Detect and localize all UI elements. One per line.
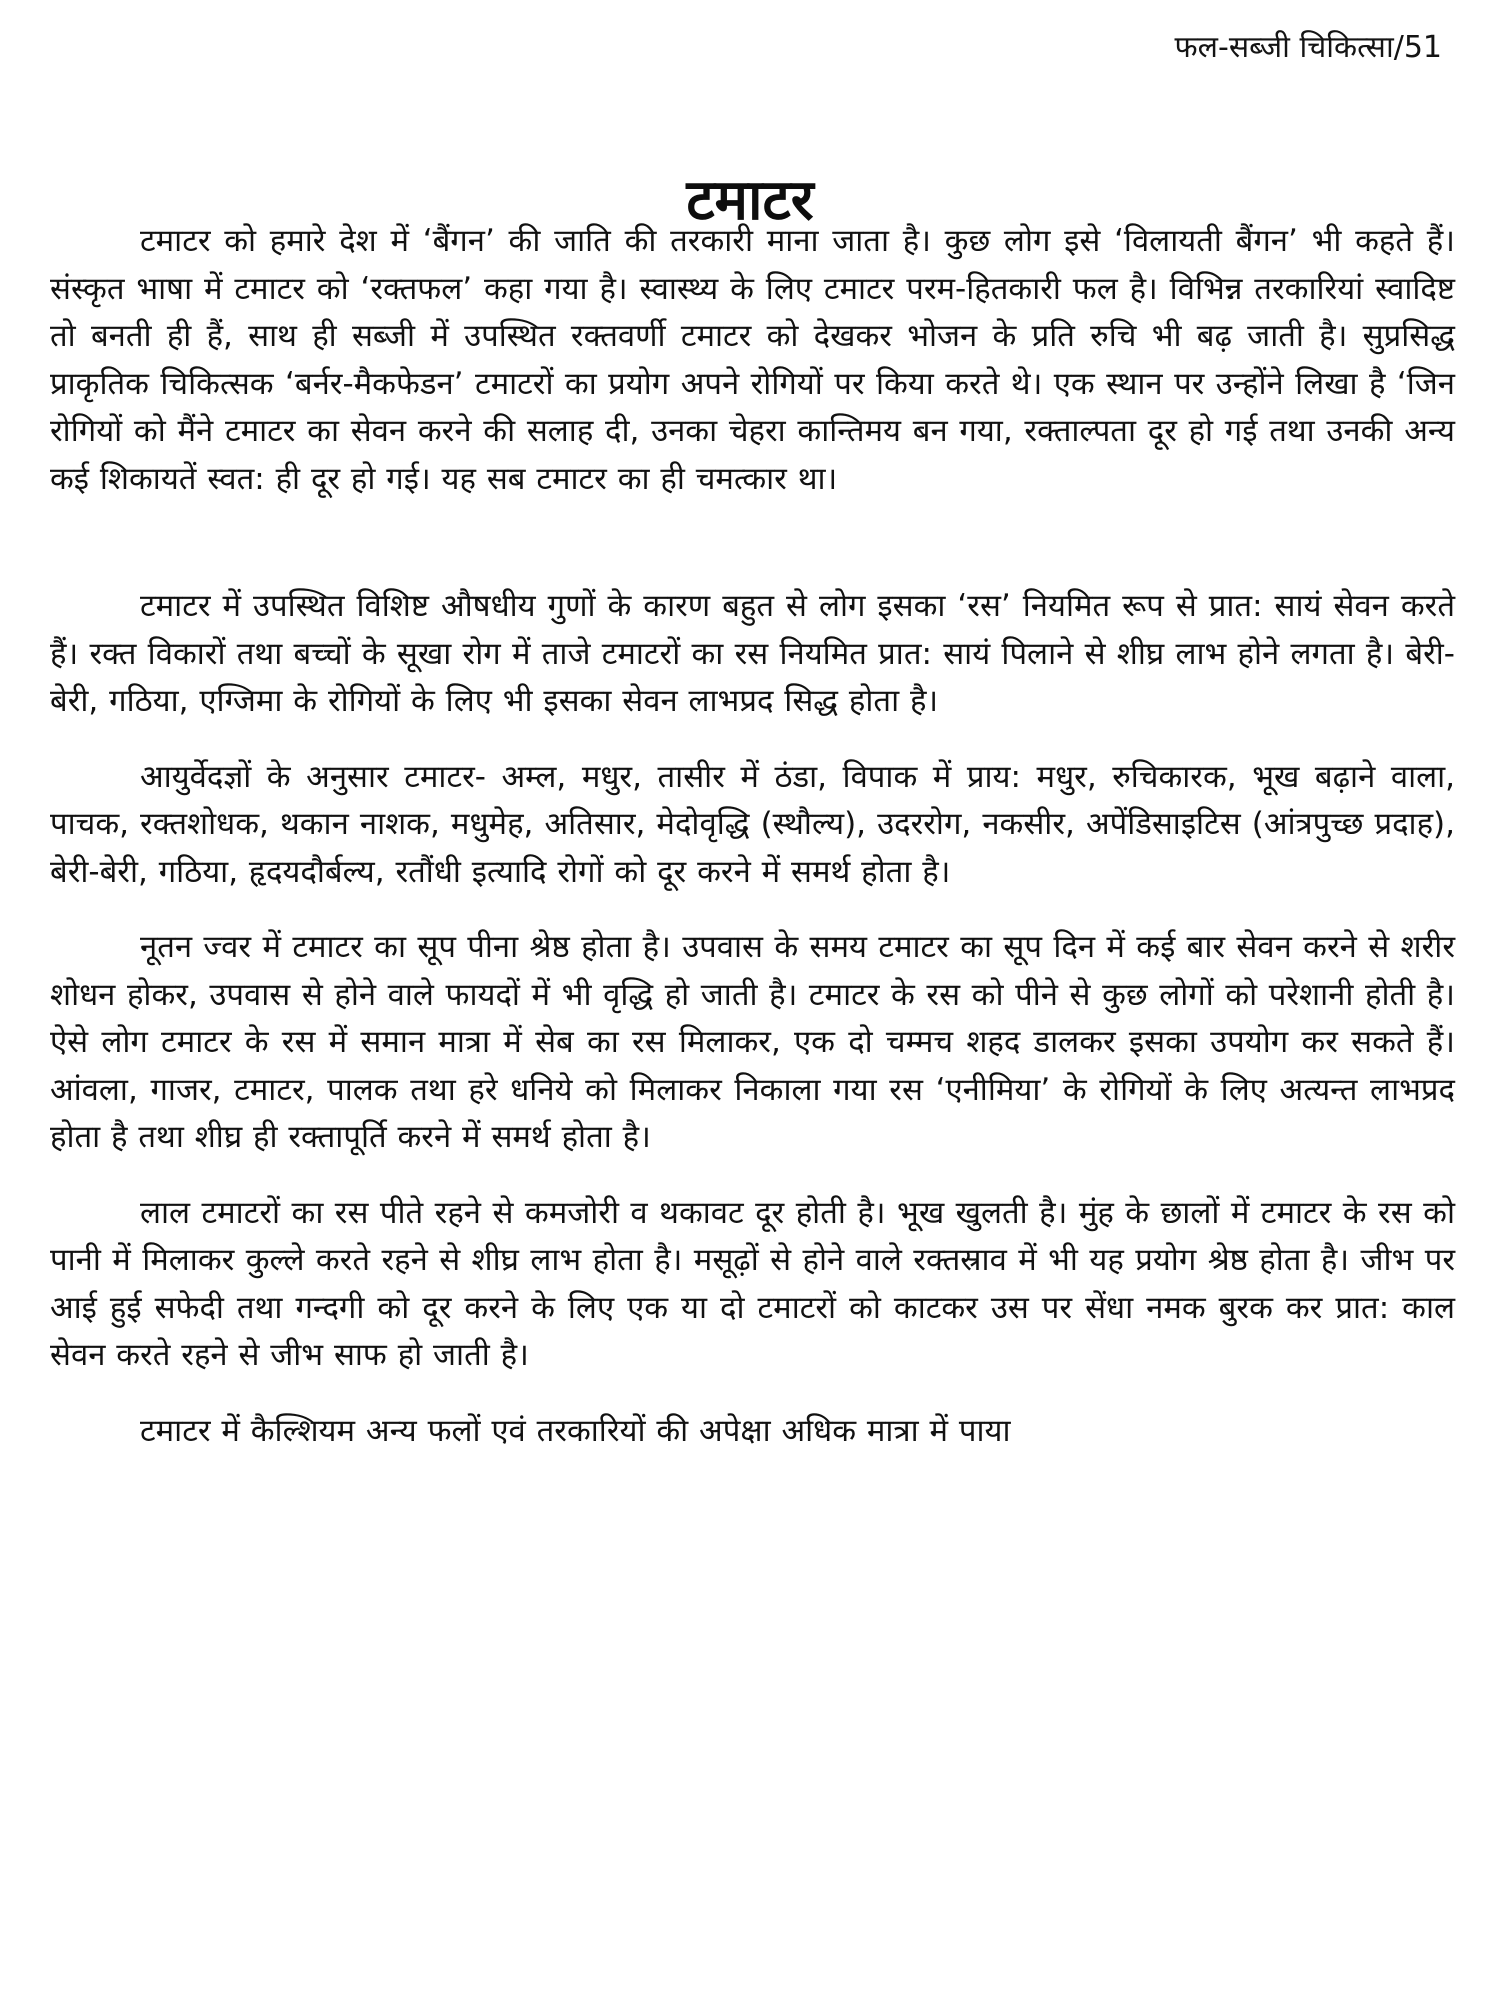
chapter-title: टमाटर — [686, 167, 814, 233]
paragraph-juice-benefits: टमाटर में उपस्थित विशिष्ट औषधीय गुणों के कारण बहुत से लोग इसका ‘रस’ नियमित रूप से प्रात: सायं सेवन करते हैं। रक्त विकारों तथा बच्चों के सूखा रोग में ताजे टमाटरों का रस नियमित प्रात: सायं पिलाने से शीघ्र लाभ होने लगता है। बेरी-बेरी, गठिया, एग्जिमा के रोगियों के लिए भी इसका सेवन लाभप्रद सिद्ध होता है। — [50, 588, 1455, 719]
paragraph-fever-and-anemia: नूतन ज्वर में टमाटर का सूप पीना श्रेष्ठ होता है। उपवास के समय टमाटर का सूप दिन में कई बार सेवन करने से शरीर शोधन होकर, उपवास से होने वाले फायदों में भी वृद्धि हो जाती है। टमाटर के रस को पीने से कुछ लोगों को परेशानी होती है। ऐसे लोग टमाटर के रस में समान मात्रा में सेब का रस मिलाकर, एक दो चम्मच शहद डालकर इसका उपयोग कर सकते हैं। आंवला, गाजर, टमाटर, पालक तथा हरे धनिये को मिलाकर निकाला गया रस ‘एनीमिया’ के रोगियों के लिए अत्यन्त लाभप्रद होता है तथा शीघ्र ही रक्तापूर्ति करने में समर्थ होता है। — [50, 929, 1455, 1155]
paragraph-introduction: टमाटर को हमारे देश में ‘बैंगन’ की जाति की तरकारी माना जाता है। कुछ लोग इसे ‘विलायती बैंगन’ भी कहते हैं। संस्कृत भाषा में टमाटर को ‘रक्तफल’ कहा गया है। स्वास्थ्य के लिए टमाटर परम-हितकारी फल है। विभिन्न तरकारियां स्वादिष्ट तो बनती ही हैं, साथ ही सब्जी में उपस्थित रक्तवर्णी टमाटर को देखकर भोजन के प्रति रुचि भी बढ़ जाती है। सुप्रसिद्ध प्राकृतिक चिकित्सक ‘बर्नर-मैकफेडन’ टमाटरों का प्रयोग अपने रोगियों पर किया करते थे। एक स्थान पर उन्होंने लिखा है ‘जिन रोगियों को मैंने टमाटर का सेवन करने की सलाह दी, उनका चेहरा कान्तिमय बन गया, रक्ताल्पता दूर हो गई तथा उनकी अन्य कई शिकायतें स्वत: ही दूर हो गई। यह सब टमाटर का ही चमत्कार था। — [50, 223, 1455, 497]
body-text — [50, 218, 1455, 1455]
paragraph-ayurvedic-properties: आयुर्वेदज्ञों के अनुसार टमाटर- अम्ल, मधुर, तासीर में ठंडा, विपाक में प्राय: मधुर, रुचिकारक, भूख बढ़ाने वाला, पाचक, रक्तशोधक, थकान नाशक, मधुमेह, अतिसार, मेदोवृद्धि (स्थौल्य), उदररोग, नकसीर, अपेंडिसाइटिस (आंत्रपुच्छ प्रदाह), बेरी-बेरी, गठिया, हृदयदौर्बल्य, रतौंधी इत्यादि रोगों को दूर करने में समर्थ होता है। — [50, 758, 1455, 890]
paragraph-weakness-and-mouth: लाल टमाटरों का रस पीते रहने से कमजोरी व थकावट दूर होती है। भूख खुलती है। मुंह के छालों में टमाटर के रस को पानी में मिलाकर कुल्ले करते रहने से शीघ्र लाभ होता है। मसूढ़ों से होने वाले रक्तस्राव में भी यह प्रयोग श्रेष्ठ होता है। जीभ पर आई हुई सफेदी तथा गन्दगी को दूर करने के लिए एक या दो टमाटरों को काटकर उस पर सेंधा नमक बुरक कर प्रात: काल सेवन करते रहने से जीभ साफ हो जाती है। — [50, 1194, 1455, 1373]
running-head: फल-सब्जी चिकित्सा/51 — [1174, 30, 1442, 65]
paragraph-calcium: टमाटर में कैल्शियम अन्य फलों एवं तरकारियों की अपेक्षा अधिक मात्रा में पाया — [140, 1412, 1011, 1449]
